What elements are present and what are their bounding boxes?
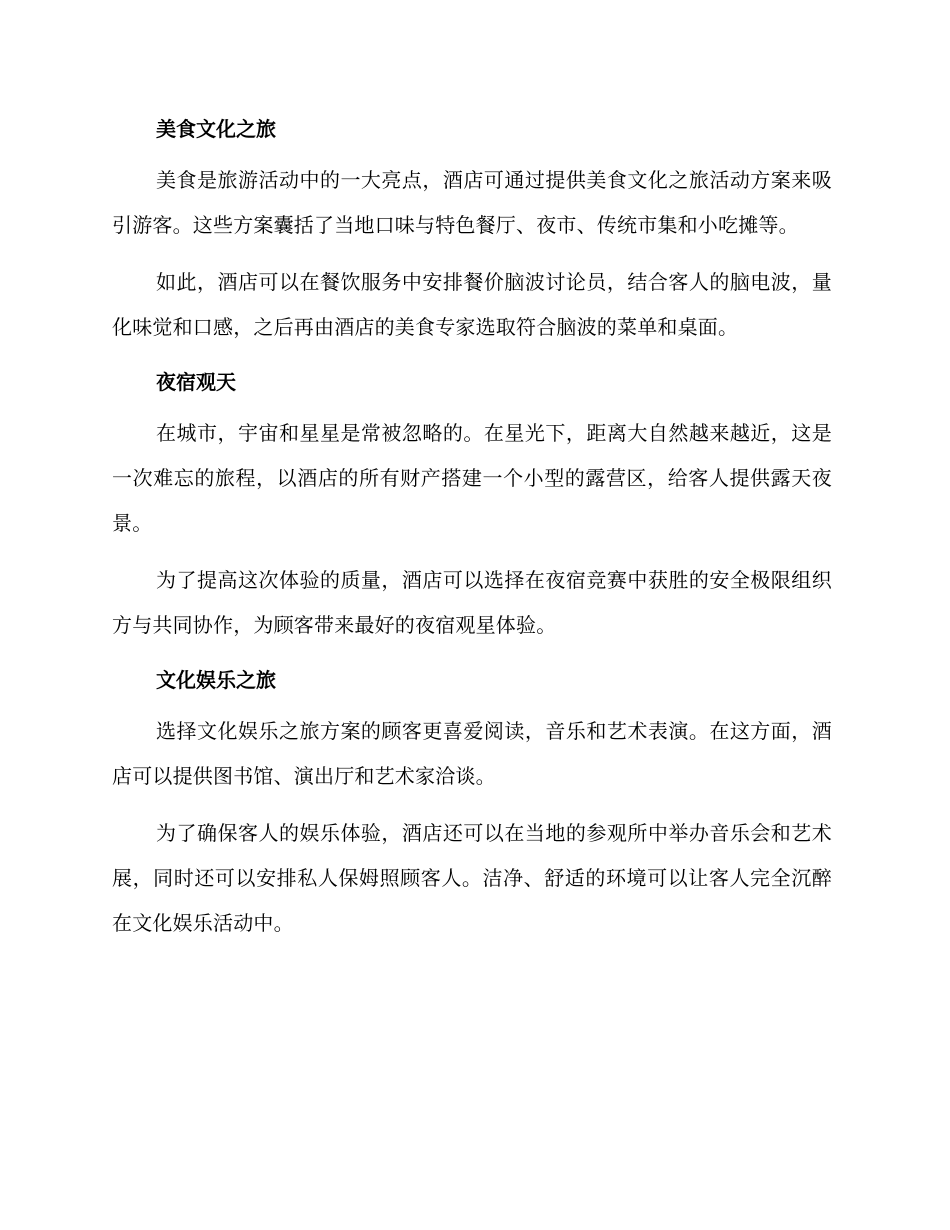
paragraph: 选择文化娱乐之旅方案的顾客更喜爱阅读，音乐和艺术表演。在这方面，酒店可以提供图书馆、演出厅和艺术家洽谈。 <box>112 719 832 788</box>
section-heading: 夜宿观天 <box>156 370 236 394</box>
section-food-culture <box>112 109 832 350</box>
paragraph: 为了提高这次体验的质量，酒店可以选择在夜宿竞赛中获胜的安全极限组织方与共同协作，为顾客带来最好的夜宿观星体验。 <box>112 568 832 637</box>
paragraph: 如此，酒店可以在餐饮服务中安排餐价脑波讨论员，结合客人的脑电波，量化味觉和口感，之后再由酒店的美食专家选取符合脑波的菜单和桌面。 <box>112 270 832 339</box>
paragraph: 美食是旅游活动中的一大亮点，酒店可通过提供美食文化之旅活动方案来吸引游客。这些方案囊括了当地口味与特色餐厅、夜市、传统市集和小吃摊等。 <box>112 168 832 237</box>
section-night-stargazing <box>112 362 832 648</box>
paragraph: 在城市，宇宙和星星是常被忽略的。在星光下，距离大自然越来越近，这是一次难忘的旅程，以酒店的所有财产搭建一个小型的露营区，给客人提供露天夜景。 <box>112 421 832 535</box>
section-heading: 文化娱乐之旅 <box>156 668 276 692</box>
section-heading: 美食文化之旅 <box>156 117 276 141</box>
document-page <box>112 109 832 958</box>
section-cultural-entertainment <box>112 660 832 946</box>
paragraph: 为了确保客人的娱乐体验，酒店还可以在当地的参观所中举办音乐会和艺术展，同时还可以安排私人保姆照顾客人。洁净、舒适的环境可以让客人完全沉醉在文化娱乐活动中。 <box>112 821 832 935</box>
